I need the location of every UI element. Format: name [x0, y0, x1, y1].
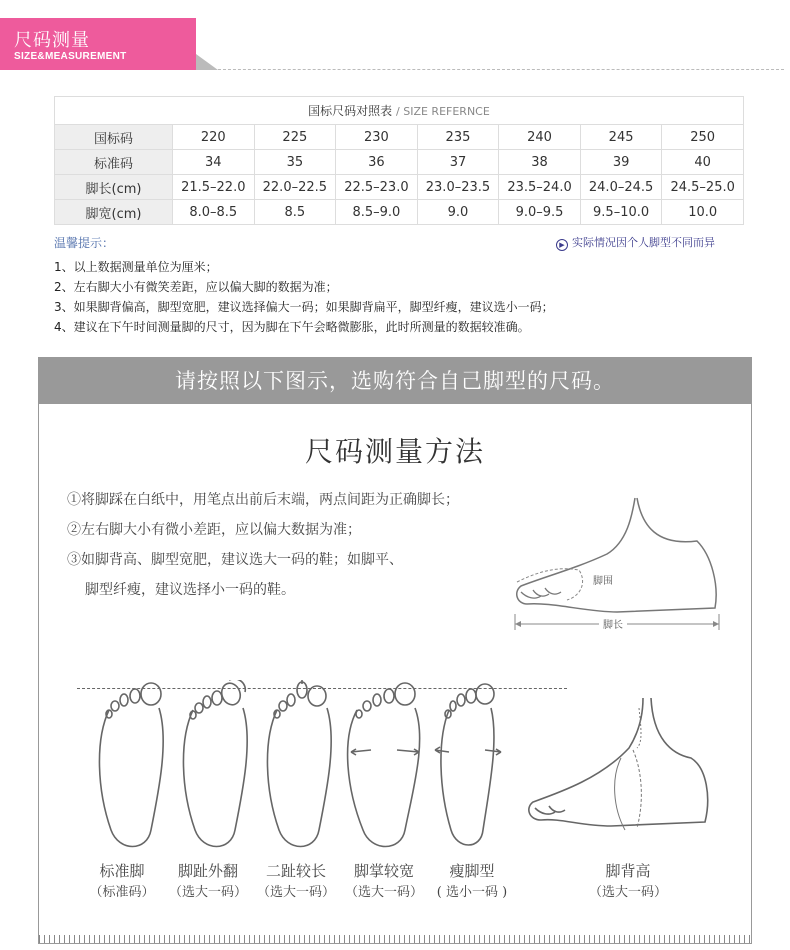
table-cell: 8.5 — [254, 200, 336, 225]
wide-foot-icon — [348, 683, 420, 847]
list-item: ②左右脚大小有微小差距，应以偏大数据为准； — [67, 522, 361, 538]
header-divider — [218, 69, 784, 70]
bunion-foot-icon — [183, 680, 247, 847]
table-cell: 9.0 — [417, 200, 499, 225]
list-item: 脚型纤瘦，建议选择小一码的鞋。 — [85, 582, 295, 598]
play-circle-icon: ▶ — [556, 239, 568, 251]
tips-note-text: 实际情况因个人脚型不同而异 — [572, 236, 715, 249]
foot-type-name: 脚掌较宽 — [353, 862, 414, 880]
row-header: 脚长(cm) — [55, 175, 173, 200]
table-caption — [55, 97, 744, 125]
foot-type-name: 脚背高 — [605, 862, 651, 880]
side-foot-illustration — [507, 496, 727, 636]
foot-type-caption — [583, 860, 673, 904]
foot-type-name: 二趾较长 — [265, 862, 326, 880]
tips-heading: 温馨提示： — [54, 236, 115, 250]
table-caption-row — [55, 97, 744, 125]
foot-type-caption — [163, 860, 253, 904]
table-cell: 235 — [417, 125, 499, 150]
table-cell: 37 — [417, 150, 499, 175]
foot-type-size: （选大一码） — [588, 885, 667, 900]
table-cell: 34 — [173, 150, 255, 175]
table-row — [55, 125, 744, 150]
table-cell: 23.5–24.0 — [499, 175, 581, 200]
foot-type-name: 标准脚 — [99, 862, 145, 880]
table-cell: 10.0 — [662, 200, 744, 225]
list-item: 4、建议在下午时间测量脚的尺寸，因为脚在下午会略微膨胀，此时所测量的数据较准确。 — [54, 320, 530, 334]
table-cell: 35 — [254, 150, 336, 175]
row-header: 国标码 — [55, 125, 173, 150]
table-cell: 21.5–22.0 — [173, 175, 255, 200]
standard-foot-icon — [99, 683, 163, 847]
table-cell: 9.0–9.5 — [499, 200, 581, 225]
section-header — [0, 0, 790, 72]
high-instep-foot-illustration — [521, 698, 721, 838]
table-cell: 220 — [173, 125, 255, 150]
table-cell: 230 — [336, 125, 418, 150]
girth-label: 脚围 — [593, 576, 613, 587]
table-caption-cn: 国标尺码对照表 — [308, 104, 393, 118]
long-second-toe-foot-icon — [267, 680, 331, 847]
foot-type-name: 瘦脚型 — [449, 862, 495, 880]
foot-types-illustration — [89, 680, 519, 860]
row-header: 标准码 — [55, 150, 173, 175]
list-item: 2、左右脚大小有微笑差距，应以偏大脚的数据为准； — [54, 280, 338, 294]
foot-type-size: ( 选小一码 ) — [436, 885, 508, 900]
ruler-ticks — [39, 935, 751, 943]
table-row — [55, 175, 744, 200]
foot-type-caption — [339, 860, 429, 904]
table-cell: 40 — [662, 150, 744, 175]
list-item: ①将脚踩在白纸中，用笔点出前后末端，两点间距为正确脚长； — [67, 492, 459, 508]
table-cell: 39 — [580, 150, 662, 175]
foot-type-caption — [427, 860, 517, 904]
table-cell: 36 — [336, 150, 418, 175]
table-cell: 22.5–23.0 — [336, 175, 418, 200]
table-cell: 225 — [254, 125, 336, 150]
table-cell: 23.0–23.5 — [417, 175, 499, 200]
table-caption-en: / SIZE REFERNCE — [396, 105, 490, 118]
measure-guide-panel — [38, 357, 752, 944]
foot-type-size: （标准码） — [89, 885, 155, 900]
guide-steps — [67, 485, 459, 605]
table-cell: 24.0–24.5 — [580, 175, 662, 200]
table-row — [55, 150, 744, 175]
table-cell: 22.0–22.5 — [254, 175, 336, 200]
table-row — [55, 200, 744, 225]
foot-type-size: （选大一码） — [256, 885, 335, 900]
foot-type-name: 脚趾外翻 — [177, 862, 238, 880]
table-cell: 9.5–10.0 — [580, 200, 662, 225]
foot-type-caption — [251, 860, 341, 904]
table-cell: 24.5–25.0 — [662, 175, 744, 200]
tips-list — [54, 257, 554, 337]
section-title: 尺码测量 — [14, 30, 90, 51]
list-item: 3、如果脚背偏高，脚型宽肥，建议选择偏大一码；如果脚背扁平，脚型纤瘦，建议选小一码； — [54, 300, 554, 314]
table-cell: 245 — [580, 125, 662, 150]
guide-banner: 请按照以下图示，选购符合自己脚型的尺码。 — [39, 358, 751, 404]
length-label: 脚长 — [603, 620, 623, 631]
header-tab-fold — [196, 54, 218, 70]
section-subtitle: SIZE&MEASUREMENT — [14, 51, 127, 62]
foot-type-size: （选大一码） — [344, 885, 423, 900]
table-cell: 8.0–8.5 — [173, 200, 255, 225]
list-item: 1、以上数据测量单位为厘米； — [54, 260, 218, 274]
guide-title: 尺码测量方法 — [304, 435, 485, 468]
row-header: 脚宽(cm) — [55, 200, 173, 225]
table-cell: 38 — [499, 150, 581, 175]
foot-type-caption — [77, 860, 167, 904]
size-chart-table — [54, 96, 744, 225]
narrow-foot-icon — [435, 684, 501, 845]
table-cell: 250 — [662, 125, 744, 150]
table-cell: 8.5–9.0 — [336, 200, 418, 225]
tips-note — [556, 234, 715, 251]
table-cell: 240 — [499, 125, 581, 150]
foot-type-size: （选大一码） — [168, 885, 247, 900]
list-item: ③如脚背高、脚型宽肥，建议选大一码的鞋；如脚平、 — [67, 552, 403, 568]
